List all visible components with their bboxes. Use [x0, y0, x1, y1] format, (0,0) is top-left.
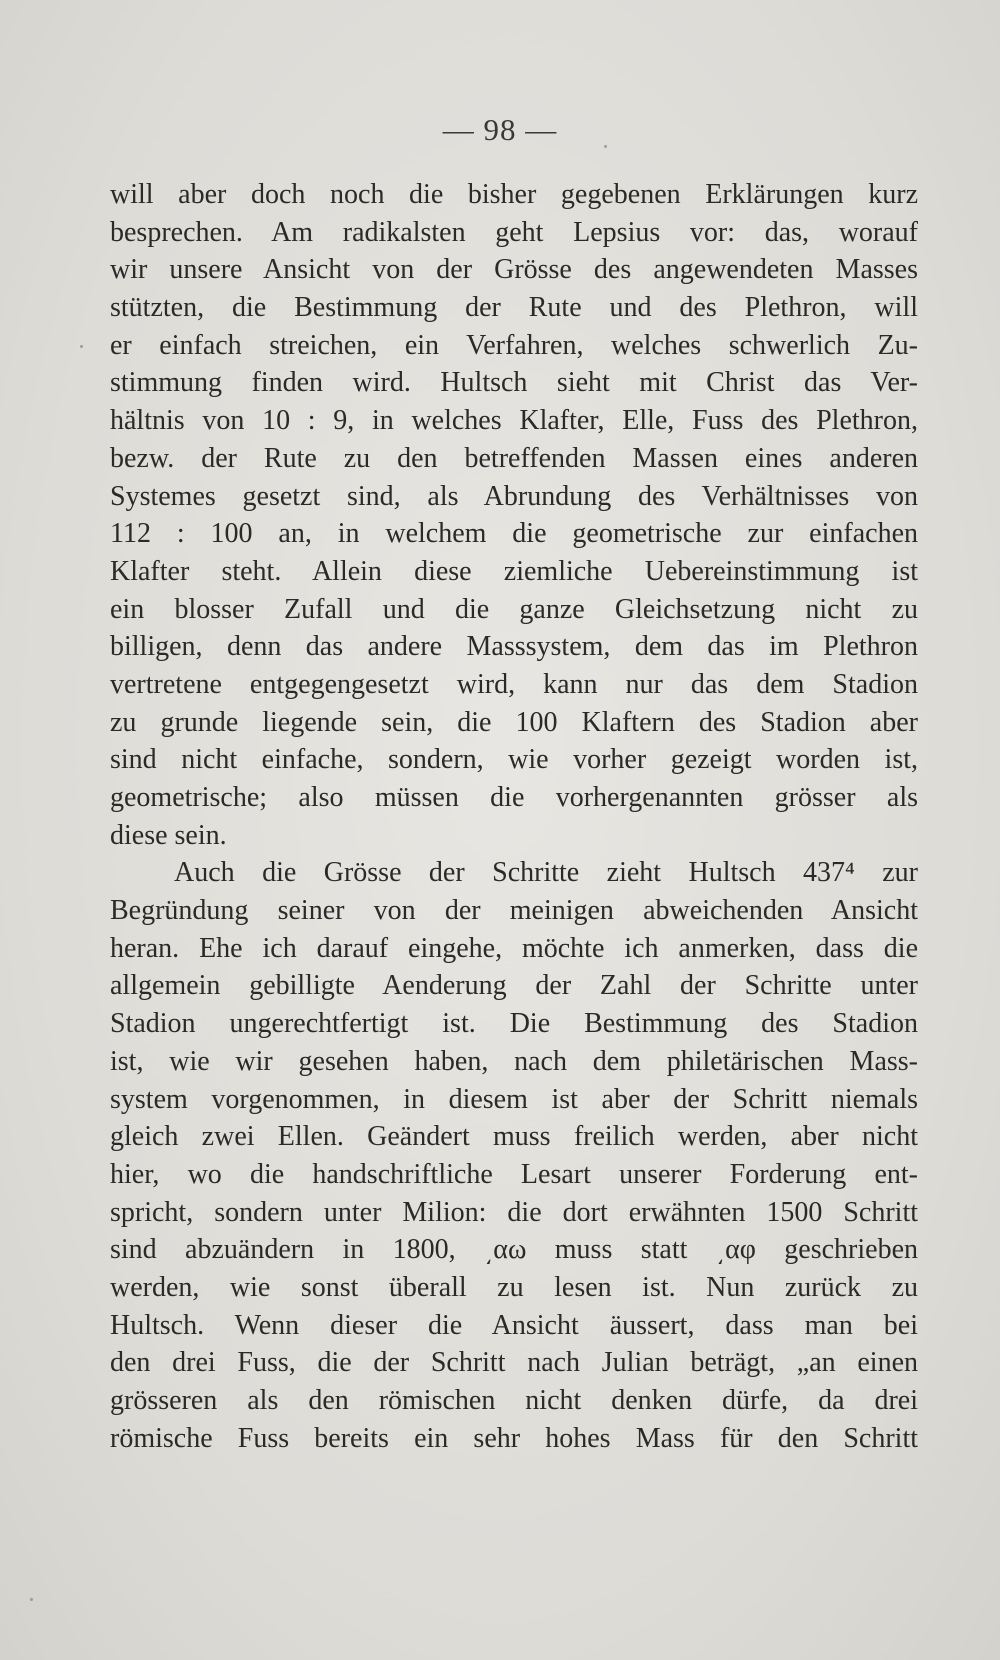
text-line: bezw. der Rute zu den betreffenden Massen eines anderen — [110, 442, 918, 474]
text-line: diese sein. — [110, 819, 227, 851]
text-line: hältnis von 10 : 9, in welches Klafter, Elle, Fuss des Plethron, — [110, 405, 918, 437]
text-line: heran. Ehe ich darauf eingehe, möchte ich anmerken, dass die — [110, 932, 918, 964]
text-line: will aber doch noch die bisher gegebenen Erklärungen kurz — [110, 179, 918, 210]
text-line: grösseren als den römischen nicht denken dürfe, da drei — [110, 1385, 918, 1416]
paper-speck — [604, 145, 607, 148]
paragraph — [110, 854, 918, 1457]
text-line: geometrische; also müssen die vorhergenannten grösser als — [110, 782, 918, 813]
text-line: er einfach streichen, ein Verfahren, welches schwerlich Zu- — [110, 329, 918, 361]
text-line: sind nicht einfache, sondern, wie vorher gezeigt worden ist, — [110, 744, 918, 776]
paper-speck — [80, 345, 83, 348]
page-number: — 98 — — [442, 112, 558, 147]
text-line: ist, wie wir gesehen haben, nach dem philetärischen Mass- — [110, 1045, 918, 1077]
text-line: zu grunde liegende sein, die 100 Klaftern des Stadion aber — [110, 706, 918, 738]
text-line: Auch die Grösse der Schritte zieht Hultsch 437⁴ zur — [174, 857, 918, 889]
body-text — [110, 176, 918, 1457]
text-line: Stadion ungerechtfertigt ist. Die Bestimmung des Stadion — [110, 1008, 918, 1040]
text-line: ein blosser Zufall und die ganze Gleichsetzung nicht zu — [110, 593, 918, 625]
text-line: sind abzuändern in 1800, ͵αω muss statt ͵αφ geschrieben — [110, 1234, 918, 1266]
text-line: vertretene entgegengesetzt wird, kann nur das dem Stadion — [110, 668, 918, 700]
paper-speck — [30, 1598, 33, 1601]
text-line: Klafter steht. Allein diese ziemliche Uebereinstimmung ist — [110, 555, 918, 587]
text-line: spricht, sondern unter Milion: die dort erwähnten 1500 Schritt — [110, 1196, 918, 1228]
text-line: besprechen. Am radikalsten geht Lepsius vor: das, worauf — [110, 216, 918, 248]
text-line: werden, wie sonst überall zu lesen ist. Nun zurück zu — [110, 1271, 918, 1303]
text-line: 112 : 100 an, in welchem die geometrische zur einfachen — [110, 518, 918, 550]
text-line: Begründung seiner von der meinigen abweichenden Ansicht — [110, 895, 918, 927]
text-line: billigen, denn das andere Masssystem, dem das im Plethron — [110, 631, 918, 663]
paragraph — [110, 176, 918, 854]
text-line: Hultsch. Wenn dieser die Ansicht äussert, dass man bei — [110, 1309, 918, 1341]
text-line: wir unsere Ansicht von der Grösse des angewendeten Masses — [110, 254, 918, 286]
text-line: den drei Fuss, die der Schritt nach Julian beträgt, „an einen — [110, 1347, 918, 1379]
text-line: römische Fuss bereits ein sehr hohes Mass für den Schritt — [110, 1422, 918, 1454]
text-line: hier, wo die handschriftliche Lesart unserer Forderung ent- — [110, 1158, 918, 1190]
text-line: gleich zwei Ellen. Geändert muss freilich werden, aber nicht — [110, 1121, 918, 1153]
text-line: stimmung finden wird. Hultsch sieht mit Christ das Ver- — [110, 367, 918, 399]
text-line: stützten, die Bestimmung der Rute und des Plethron, will — [110, 292, 918, 324]
text-line: system vorgenommen, in diesem ist aber der Schritt niemals — [110, 1083, 918, 1115]
text-line: Systemes gesetzt sind, als Abrundung des Verhältnisses von — [110, 480, 918, 512]
text-line: allgemein gebilligte Aenderung der Zahl der Schritte unter — [110, 970, 918, 1002]
